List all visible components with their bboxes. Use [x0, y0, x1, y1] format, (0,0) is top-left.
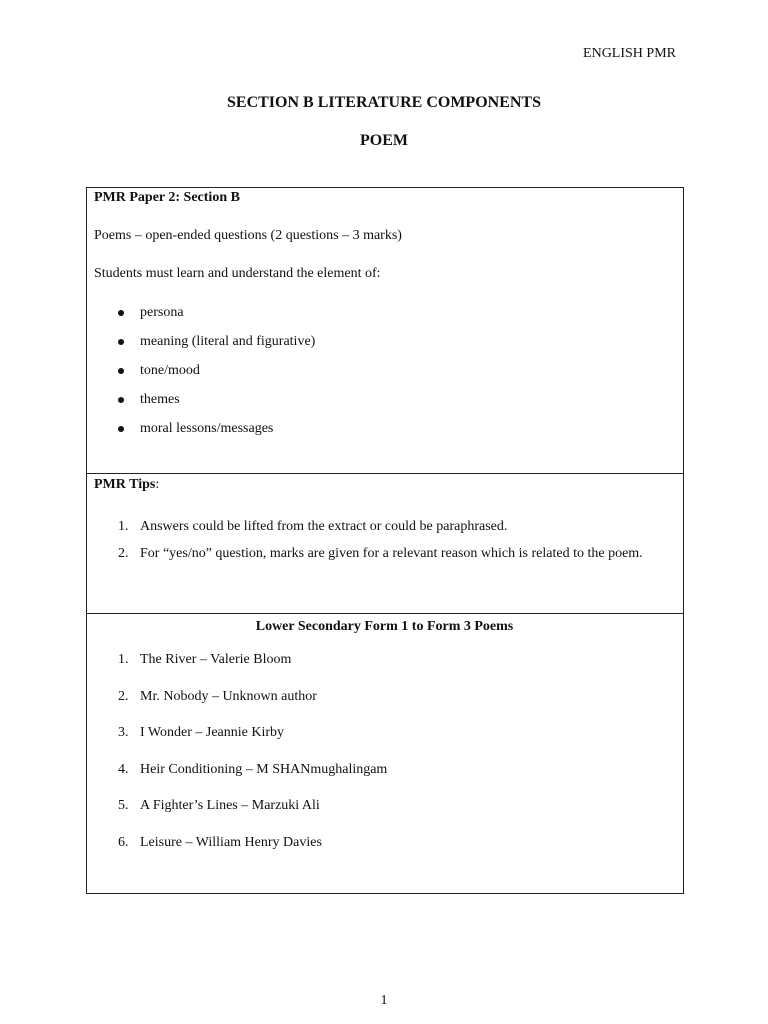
list-item [94, 688, 675, 725]
document-title: SECTION B LITERATURE COMPONENTS [227, 94, 541, 111]
tips-list [94, 513, 675, 567]
list-text: I Wonder – Jeannie Kirby [140, 725, 285, 740]
list-number: 1. [118, 652, 129, 667]
page-header: ENGLISH PMR [583, 46, 676, 61]
content-table [86, 187, 684, 894]
list-text: A Fighter’s Lines – Marzuki Ali [140, 798, 320, 813]
list-text: Leisure – William Henry Davies [140, 834, 322, 850]
list-item [94, 513, 675, 540]
list-number: 2. [118, 688, 129, 704]
list-item: persona [94, 304, 675, 333]
page-number: 1 [380, 993, 388, 1008]
list-text: For “yes/no” question, marks are given for a relevant reason which is related to the poem. [140, 546, 643, 561]
paper-section-line: Poems – open-ended questions (2 questions – 3 marks) [94, 228, 402, 243]
list-text: Mr. Nobody – Unknown author [140, 688, 317, 704]
list-item: moral lessons/messages [94, 420, 675, 449]
poems-list [94, 651, 675, 870]
tips-heading-line [94, 477, 675, 493]
list-number: 5. [118, 798, 129, 813]
paper-section-line: Students must learn and understand the element of: [94, 266, 381, 281]
tips-cell [87, 474, 683, 614]
list-number: 4. [118, 761, 129, 777]
element-list [94, 304, 675, 449]
poems-heading: Lower Secondary Form 1 to Form 3 Poems [255, 619, 514, 634]
tips-heading-colon: : [155, 477, 160, 492]
list-item [94, 797, 675, 834]
list-number: 2. [118, 546, 129, 561]
list-text: Answers could be lifted from the extract or could be paraphrased. [140, 519, 508, 534]
list-number: 1. [118, 519, 129, 534]
poems-cell [87, 614, 683, 893]
list-text: The River – Valerie Bloom [140, 652, 292, 667]
paper-section-cell [87, 188, 683, 474]
list-item [94, 761, 675, 798]
list-text: Heir Conditioning – M SHANmughalingam [140, 761, 388, 777]
tips-heading: PMR Tips [94, 477, 156, 492]
document-subtitle: POEM [360, 132, 408, 149]
list-number: 6. [118, 834, 129, 850]
list-item [94, 834, 675, 871]
list-item [94, 724, 675, 761]
list-item: tone/mood [94, 362, 675, 391]
paper-section-heading: PMR Paper 2: Section B [94, 190, 240, 205]
list-item: meaning (literal and figurative) [94, 333, 675, 362]
list-number: 3. [118, 725, 129, 740]
list-item [94, 651, 675, 688]
list-item [94, 540, 675, 567]
list-item: themes [94, 391, 675, 420]
